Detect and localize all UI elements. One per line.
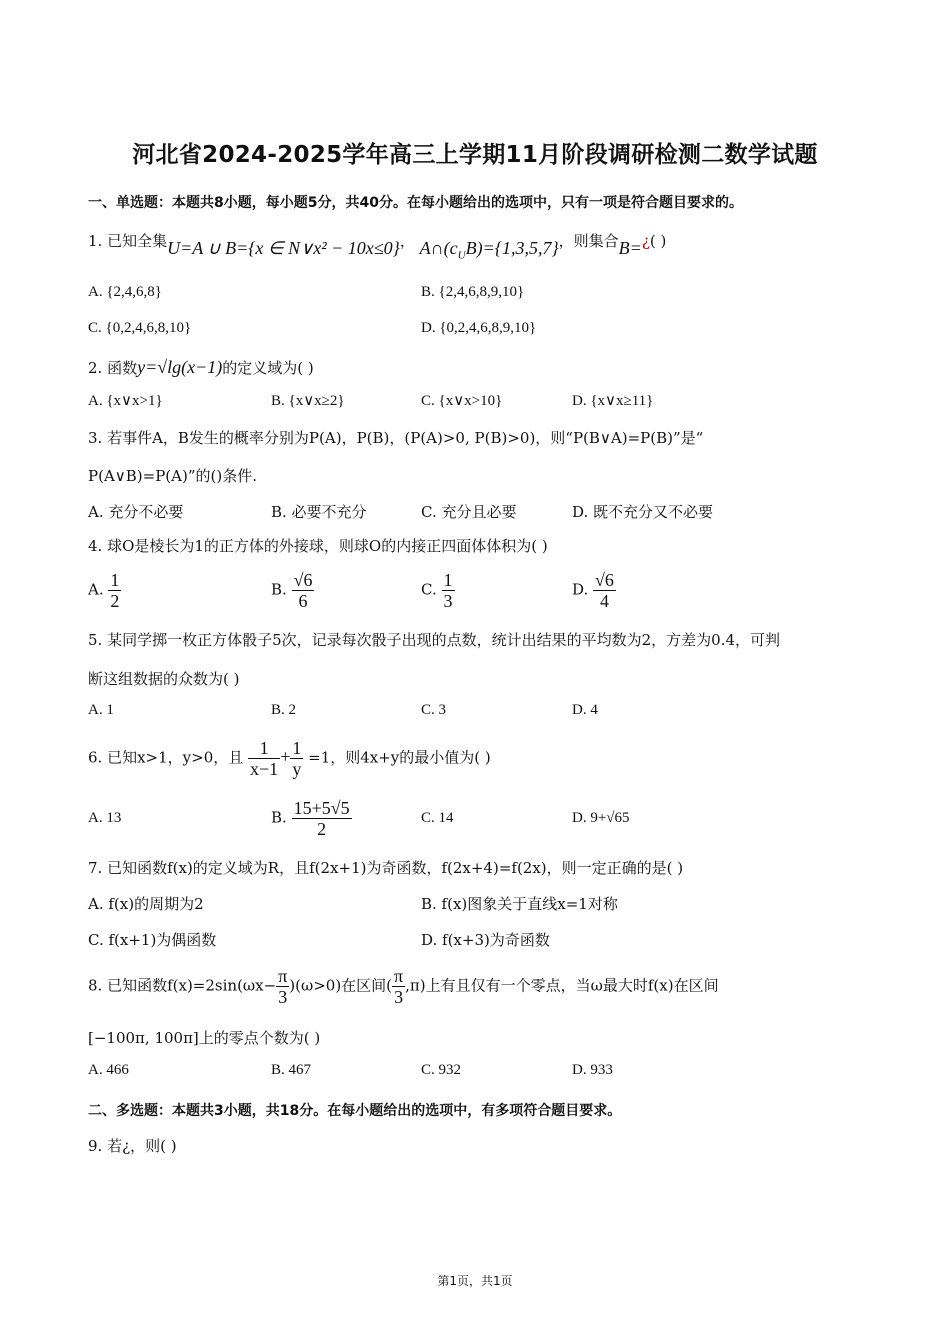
question-6-option-b (271, 798, 352, 839)
question-6-fraction-2 (290, 738, 303, 779)
question-4-option-c-label: C. (421, 580, 437, 599)
fraction-denominator: x−1 (250, 759, 279, 779)
question-3-option-d: D. 既不充分又不必要 (572, 503, 714, 521)
fraction-numerator: π (278, 966, 288, 986)
question-5-line-2: 断这组数据的众数为( ) (88, 670, 240, 688)
question-4-option-c-fraction (442, 570, 455, 611)
question-4-option-b-fraction (292, 570, 315, 611)
question-4-option-c (421, 570, 455, 611)
question-8-pi-fraction-1 (276, 966, 289, 1007)
question-8-option-b: B. 467 (271, 1062, 312, 1078)
question-2-option-c: C. {x∨x>10} (421, 393, 503, 409)
question-6-plus: + (280, 746, 291, 767)
question-1-option-d: D. {0,2,4,6,8,9,10} (421, 320, 537, 336)
question-2-stem (88, 357, 314, 378)
fraction-denominator: 4 (599, 591, 609, 611)
question-8-option-c: C. 932 (421, 1062, 462, 1078)
question-8-pi-fraction-2 (392, 966, 405, 1007)
section-heading-multiple-choice: 二、多选题：本题共3小题，共18分。在每小题给出的选项中，有多项符合题目要求。 (88, 1103, 622, 1119)
page-title: 河北省2024-2025学年高三上学期11月阶段调研检测二数学试题 (132, 142, 818, 168)
fraction-denominator: 3 (278, 987, 288, 1007)
question-3-option-c: C. 充分且必要 (421, 503, 517, 521)
page-footer: 第1页，共1页 (437, 1274, 513, 1288)
question-9-stem: 9. 若¿，则( ) (88, 1137, 177, 1155)
question-7-option-a: A. f(x)的周期为2 (88, 895, 204, 913)
question-4-option-a-label: A. (88, 580, 104, 599)
question-1-intersection (419, 238, 559, 262)
question-8-text-a: 8. 已知函数f(x)=2sin(ωx− (88, 976, 277, 995)
section-heading-single-choice: 一、单选题：本题共8小题，每小题5分，共40分。在每小题给出的选项中，只有一项是符合题目要求的。 (88, 195, 743, 211)
question-1-garbled-char: ¿ (641, 232, 650, 250)
question-5-option-b: B. 2 (271, 702, 297, 718)
question-4-option-a-fraction (108, 570, 121, 611)
question-7-option-c: C. f(x+1)为偶函数 (88, 931, 217, 949)
fraction-numerator: 15+5√5 (293, 798, 350, 818)
question-6-text-a: 6. 已知x>1，y>0，且 (88, 748, 244, 767)
question-1-comma: ， (399, 232, 415, 250)
question-6-option-b-label: B. (271, 808, 287, 827)
question-6-option-b-fraction (292, 798, 352, 839)
fraction-numerator: π (394, 966, 404, 986)
question-2-option-b: B. {x∨x≥2} (271, 393, 345, 409)
fraction-denominator: 6 (298, 591, 308, 611)
question-1-option-c: C. {0,2,4,6,8,10} (88, 320, 192, 336)
question-1-universal-set: U=A ∪ B={x ∈ N∨x² − 10x≤0} (167, 238, 400, 258)
question-3-option-b: B. 必要不充分 (271, 503, 367, 521)
question-4-option-b-label: B. (271, 580, 287, 599)
question-8-text-c: ,π)上有且仅有一个零点，当ω最大时f(x)在区间 (405, 976, 719, 995)
question-8-option-a: A. 466 (88, 1062, 129, 1078)
fraction-numerator: √6 (595, 570, 614, 590)
question-6-fraction-1 (248, 738, 280, 779)
fraction-denominator: 2 (317, 819, 327, 839)
question-8-line-2: [−100π, 100π]上的零点个数为( ) (88, 1029, 321, 1047)
question-5-option-a: A. 1 (88, 702, 114, 718)
question-4-stem: 4. 球O是棱长为1的正方体的外接球，则球O的内接正四面体体积为( ) (88, 537, 548, 555)
question-8-option-d: D. 933 (572, 1062, 613, 1078)
question-2-text-b: 的定义域为( ) (222, 359, 314, 377)
fraction-denominator: 3 (443, 591, 453, 611)
question-1-option-a: A. {2,4,6,8} (88, 284, 162, 300)
question-1-stem (88, 230, 667, 262)
question-6-stem (88, 738, 491, 779)
fraction-denominator: 3 (394, 987, 404, 1007)
question-6-option-a: A. 13 (88, 810, 122, 826)
question-1-set-b: B= (618, 238, 642, 258)
question-7-option-b: B. f(x)图象关于直线x=1对称 (421, 895, 618, 913)
fraction-denominator: 2 (110, 591, 120, 611)
question-8-stem (88, 966, 719, 1007)
question-2-option-d: D. {x∨x≥11} (572, 393, 654, 409)
question-2-text-a: 2. 函数 (88, 359, 138, 377)
fraction-numerator: √6 (293, 570, 313, 590)
question-4-option-d (572, 570, 616, 611)
fraction-numerator: 1 (292, 738, 302, 758)
question-6-option-c: C. 14 (421, 810, 454, 826)
fraction-numerator: 1 (443, 570, 453, 590)
question-5-option-d: D. 4 (572, 702, 598, 718)
question-3-line-1: 3. 若事件A，B发生的概率分别为P(A)，P(B)，(P(A)>0, P(B)>0)，则“P(B∨A)=P(B)”是“ (88, 429, 704, 447)
question-1-intersection-a: A∩(c (419, 238, 458, 258)
question-1-intersection-sub: U (457, 249, 466, 262)
fraction-denominator: y (292, 759, 302, 779)
question-1-text: 1. 已知全集 (88, 232, 168, 250)
question-4-option-d-fraction (593, 570, 616, 611)
question-5-option-c: C. 3 (421, 702, 447, 718)
question-5-line-1: 5. 某同学掷一枚正方体骰子5次，记录每次骰子出现的点数，统计出结果的平均数为2，方差为0.4，可判 (88, 631, 781, 649)
question-2-function: y=√lg(x−1) (137, 357, 223, 377)
question-7-option-d: D. f(x+3)为奇函数 (421, 931, 550, 949)
question-4-option-b (271, 570, 314, 611)
fraction-numerator: 1 (110, 570, 120, 590)
question-4-option-a (88, 570, 121, 611)
question-1-text-b: ，则集合 (558, 232, 619, 250)
question-7-stem: 7. 已知函数f(x)的定义域为R，且f(2x+1)为奇函数，f(2x+4)=f(2x)，则一定正确的是( ) (88, 859, 684, 877)
question-1-answer-paren: ( ) (649, 232, 667, 250)
question-1-option-b: B. {2,4,6,8,9,10} (421, 284, 525, 300)
question-8-text-b: )(ω>0)在区间( (289, 976, 393, 995)
question-1-intersection-b: B)={1,3,5,7} (465, 238, 559, 258)
question-3-line-2: P(A∨B)=P(A)”的()条件. (88, 467, 257, 485)
fraction-numerator: 1 (248, 738, 280, 759)
question-3-option-a: A. 充分不必要 (88, 503, 184, 521)
question-4-option-d-label: D. (572, 580, 589, 599)
question-2-option-a: A. {x∨x>1} (88, 393, 163, 409)
question-6-option-d: D. 9+√65 (572, 810, 630, 826)
question-6-text-b: =1，则4x+y的最小值为( ) (308, 748, 491, 767)
